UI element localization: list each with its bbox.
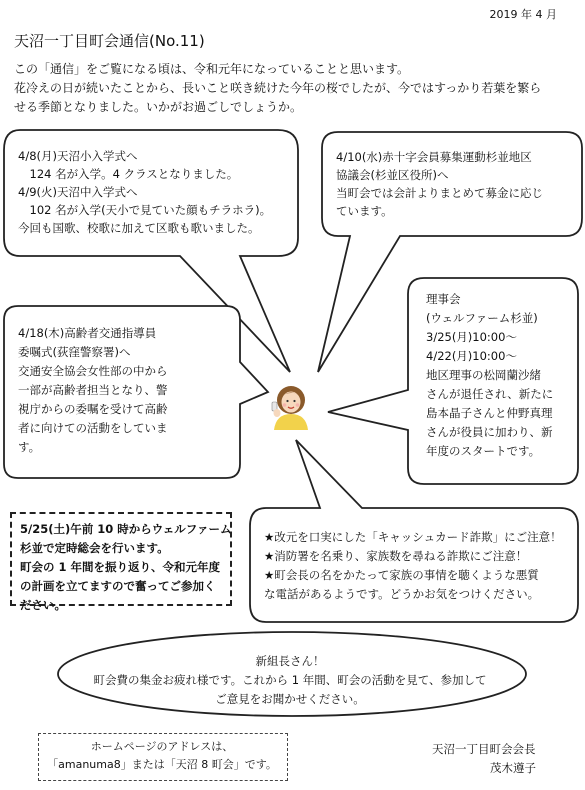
warning-line: ★町会長の名をかたって家族の事情を聴くような悪質	[264, 568, 539, 582]
notice-line: ださい。	[20, 598, 66, 612]
bubble-line: 視庁からの委嘱を受けて高齢	[18, 402, 168, 416]
bubble-line: 102 名が入学(天小で見ていた顔もチラホラ)。	[18, 203, 272, 217]
bubble-red-cross	[336, 148, 543, 220]
general-meeting-notice	[20, 520, 232, 615]
homepage-info	[38, 738, 286, 774]
bubble-line: 4/9(火)天沼中入学式へ	[18, 185, 138, 199]
fraud-warnings	[264, 528, 562, 604]
bubble-line: さんが退任され、新たに	[426, 387, 554, 401]
notice-line: 5/25(土)午前 10 時からウェルファーム	[20, 522, 232, 536]
woman-on-phone-icon	[266, 380, 316, 430]
bubble-line: 理事会	[426, 292, 461, 306]
intro-line: せる季節となりました。いかがお過ごしでしょうか。	[14, 100, 303, 114]
bubble-line: 4/8(月)天沼小入学式へ	[18, 149, 138, 163]
bubble-line: 島本晶子さんと仲野真理	[426, 406, 553, 420]
warning-line: ★消防署を名乗り、家族数を尋ねる詐欺にご注意！	[264, 549, 528, 563]
bubble-line: 委嘱式(荻窪警察署)へ	[18, 345, 131, 359]
bubble-line: 者に向けての活動をしていま	[18, 421, 168, 435]
notice-line: 杉並で定時総会を行います。	[20, 541, 169, 555]
newsletter-title: 天沼一丁目町会通信(No.11)	[14, 32, 205, 50]
bubble-line: 年度のスタートです。	[426, 444, 541, 458]
homepage-line: ホームページのアドレスは、	[90, 740, 234, 753]
bubble-line: 当町会では会計よりまとめて募金に応じ	[336, 186, 543, 200]
bubble-traffic	[18, 324, 168, 457]
bubble-line: 3/25(月)10:00～	[426, 330, 517, 344]
bubble-line: 4/10(水)赤十字会員募集運動杉並地区	[336, 150, 532, 164]
bubble-line: 協議会(杉並区役所)へ	[336, 168, 449, 182]
intro-line: 花冷えの日が続いたことから、長いこと咲き続けた今年の桜でしたが、今ではすっかり若葉を繁ら	[14, 81, 542, 95]
notice-line: の計画を立てますので奮ってご参加く	[20, 579, 216, 593]
bubble-board	[426, 290, 553, 461]
message-line: 新組長さん！	[255, 654, 325, 668]
bubble-line: す。	[18, 440, 41, 454]
message-line: ご意見をお聞かせください。	[215, 692, 365, 706]
bubble-line: 124 名が入学。4 クラスとなりました。	[18, 167, 239, 181]
bubble-line: ています。	[336, 204, 393, 218]
intro-line: この「通信」をご覧になる頃は、令和元年になっていることと思います。	[14, 62, 410, 76]
homepage-line: 「amanuma8」または「天沼 8 町会」です。	[47, 758, 277, 771]
bubble-line: さんが役員に加わり、新	[426, 425, 553, 439]
bubble-school	[18, 147, 271, 237]
group-leader-message	[60, 652, 520, 709]
bubble-line: 今回も国歌、校歌に加えて区歌も歌いました。	[18, 221, 260, 235]
signature-name: 茂木遵子	[490, 761, 536, 775]
issue-date: 2019 年 4 月	[489, 8, 557, 21]
warning-line: な電話があるようです。どうかお気をつけください。	[264, 587, 540, 601]
bubble-line: 交通安全協会女性部の中から	[18, 364, 168, 378]
bubble-line: 4/18(木)高齢者交通指導員	[18, 326, 157, 340]
bubble-line: (ウェルファーム杉並)	[426, 311, 538, 325]
bubble-line: 地区理事の松岡蘭沙緒	[426, 368, 541, 382]
bubble-line: 一部が高齢者担当となり、警	[18, 383, 168, 397]
signature	[432, 740, 536, 778]
notice-line: 町会の 1 年間を振り返り、令和元年度	[20, 560, 221, 574]
warning-line: ★改元を口実にした「キャッシュカード詐欺」にご注意！	[264, 530, 562, 544]
message-line: 町会費の集金お疲れ様です。これから 1 年間、町会の活動を見て、参加して	[93, 673, 487, 687]
signature-title: 天沼一丁目町会会長	[432, 742, 536, 756]
bubble-line: 4/22(月)10:00～	[426, 349, 517, 363]
